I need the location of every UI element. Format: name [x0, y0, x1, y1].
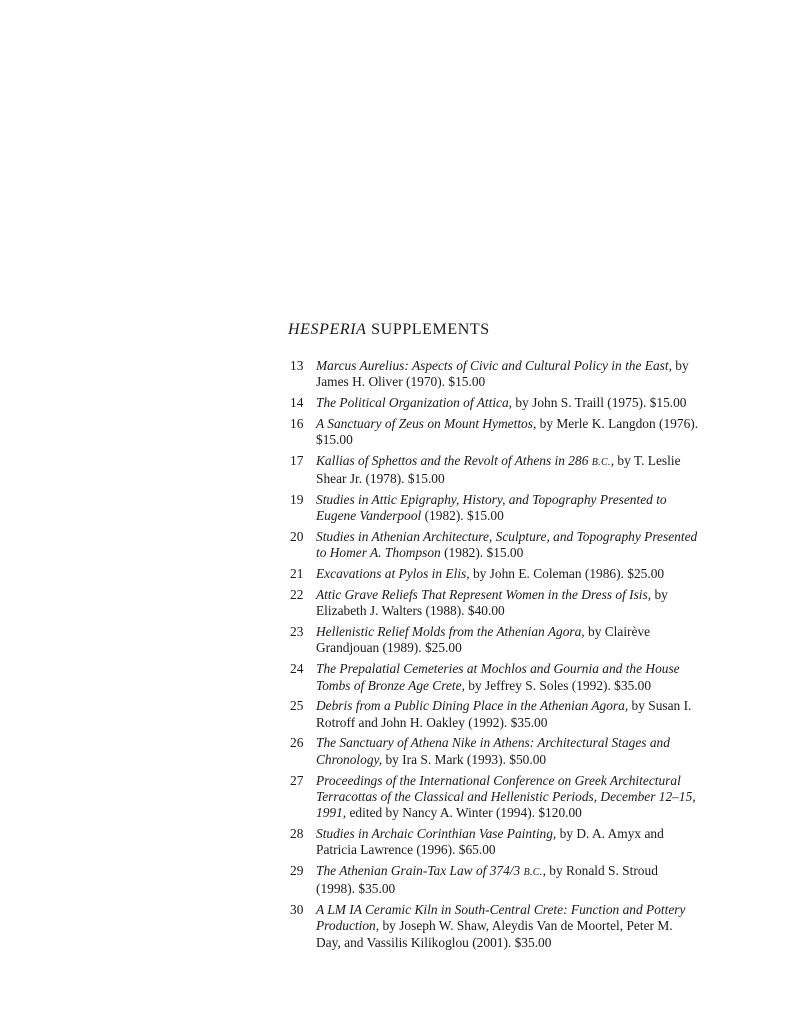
supplement-title: The Sanctuary of Athena Nike in Athens: Architectural Stages and Chronology, [316, 735, 670, 767]
supplement-citation [316, 773, 700, 822]
era-abbrev: B.C. [591, 456, 611, 468]
supplement-number: 17 [290, 452, 304, 468]
supplement-title: The Prepalatial Cemeteries at Mochlos and Gournia and the House Tombs of Bronze Age Crete, [316, 661, 680, 693]
supplement-number: 28 [290, 825, 304, 841]
list-item [290, 698, 700, 731]
supplement-number: 13 [290, 358, 304, 373]
heading-rest: SUPPLEMENTS [366, 321, 490, 338]
supplement-citation [316, 416, 700, 449]
supplement-citation [316, 661, 700, 694]
list-item [290, 587, 700, 620]
supplement-number: 21 [290, 566, 304, 582]
supplement-title: Studies in Archaic Corinthian Vase Painting, [316, 825, 557, 841]
supplement-title: Debris from a Public Dining Place in the Athenian Agora, [316, 698, 629, 714]
supplement-title: A LM IA Ceramic Kiln in South-Central Crete: Function and Pottery Production, [316, 902, 686, 934]
supplement-details: edited by Nancy A. Winter (1994). $120.00 [346, 805, 582, 821]
supplement-title: Studies in Athenian Architecture, Sculpture, and Topography Presented to Homer A. Thompson [316, 529, 698, 561]
supplement-details: (1982). $15.00 [440, 545, 524, 561]
supplement-title: The Athenian Grain-Tax Law of 374/3 [316, 863, 524, 879]
supplement-number: 26 [290, 735, 304, 751]
supplement-details: by Joseph W. Shaw, Aleydis Van de Moortel, Peter M. Day, and Vassilis Kilikoglou (2001). $35.00 [316, 918, 673, 950]
supplement-details: by John S. Traill (1975). $15.00 [512, 395, 687, 411]
list-item [290, 902, 700, 951]
list-item [290, 735, 700, 768]
supplement-citation [316, 529, 700, 562]
supplement-citation [316, 698, 700, 731]
supplement-citation [316, 453, 700, 488]
supplement-details: (1982). $15.00 [421, 508, 504, 524]
supplement-details: by Susan I. Rotroff and John H. Oakley (1992). $35.00 [316, 698, 692, 730]
title-punct: , [610, 452, 615, 468]
list-item [290, 624, 700, 657]
supplement-details: by John E. Coleman (1986). $25.00 [469, 566, 665, 582]
list-item [290, 492, 700, 525]
list-item [290, 863, 700, 898]
list-item [290, 773, 700, 822]
section-heading [288, 321, 490, 339]
supplement-details: by Ira S. Mark (1993). $50.00 [382, 751, 547, 767]
supplement-title: The Political Organization of Attica, [316, 395, 513, 411]
supplement-citation [316, 902, 700, 951]
supplement-title: Attic Grave Reliefs That Represent Women in the Dress of Isis, [316, 587, 652, 603]
supplement-title: Proceedings of the International Conference on Greek Architectural Terracottas of the Classical and Hellenistic Periods, December 12–15, 1991, [316, 772, 696, 821]
supplement-number: 23 [290, 624, 304, 640]
supplement-title: Marcus Aurelius: Aspects of Civic and Cultural Policy in the East, [316, 358, 672, 373]
supplement-number: 27 [290, 772, 304, 788]
supplement-details: by Elizabeth J. Walters (1988). $40.00 [316, 587, 668, 619]
supplement-details: by Jeffrey S. Soles (1992). $35.00 [464, 677, 652, 693]
supplement-details: by D. A. Amyx and Patricia Lawrence (1996). $65.00 [316, 825, 664, 858]
supplement-title: A Sanctuary of Zeus on Mount Hymettos, [316, 415, 537, 431]
list-item [290, 529, 700, 562]
supplement-citation [316, 492, 700, 525]
list-item [290, 661, 700, 694]
supplement-details: by T. Leslie Shear Jr. (1978). $15.00 [316, 452, 681, 487]
supplement-number: 30 [290, 902, 304, 918]
title-punct: , [542, 863, 546, 879]
list-item [290, 416, 700, 449]
supplement-number: 16 [290, 415, 304, 431]
supplement-number: 24 [290, 661, 304, 677]
supplement-title: Hellenistic Relief Molds from the Athenian Agora, [316, 624, 585, 640]
list-item [290, 566, 700, 582]
list-item [290, 358, 700, 391]
supplement-citation [316, 566, 700, 582]
supplement-details: by Ronald S. Stroud (1998). $35.00 [316, 863, 658, 897]
supplement-citation [316, 826, 700, 859]
supplement-citation [316, 395, 700, 411]
supplement-citation [316, 358, 700, 391]
supplement-citation [316, 735, 700, 768]
supplement-number: 19 [290, 492, 304, 508]
supplement-details: by James H. Oliver (1970). $15.00 [316, 358, 689, 390]
supplement-number: 25 [290, 698, 304, 714]
supplement-number: 14 [290, 395, 304, 411]
heading-series: HESPERIA [288, 321, 367, 338]
list-item [290, 453, 700, 488]
supplement-title: Studies in Attic Epigraphy, History, and Topography Presented to Eugene Vanderpool [316, 492, 667, 524]
supplement-title: Kallias of Sphettos and the Revolt of Athens in 286 [316, 452, 592, 468]
supplement-number: 20 [290, 529, 304, 545]
supplement-citation [316, 863, 700, 898]
supplement-citation [316, 587, 700, 620]
era-abbrev: B.C. [523, 867, 543, 879]
supplement-citation [316, 624, 700, 657]
list-item [290, 826, 700, 859]
supplement-details: by Clairève Grandjouan (1989). $25.00 [316, 624, 651, 656]
supplement-number: 29 [290, 863, 304, 879]
list-item [290, 395, 700, 411]
supplement-title: Excavations at Pylos in Elis, [316, 566, 470, 582]
supplement-number: 22 [290, 587, 304, 603]
supplements-list [290, 358, 700, 956]
supplement-details: by Merle K. Langdon (1976). $15.00 [316, 415, 699, 448]
